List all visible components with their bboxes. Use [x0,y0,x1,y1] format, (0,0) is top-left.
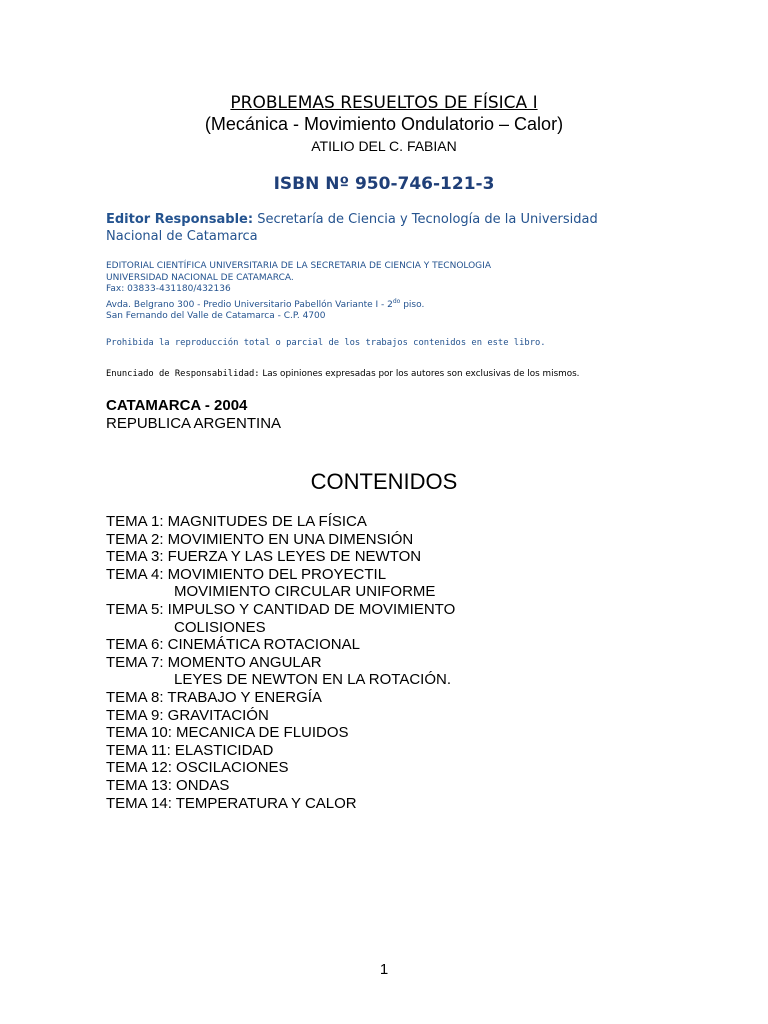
address-text: Avda. Belgrano 300 - Predio Universitario Pabellón Variante I - 2 [106,299,393,310]
editor-label: Editor Responsable: [106,212,254,227]
city-year: CATAMARCA - 2004 [106,397,248,414]
address-suffix: piso. [400,299,425,310]
editorial-line: San Fernando del Valle de Catamarca - C.P. 4700 [106,311,326,321]
toc-item: TEMA 4: MOVIMIENTO DEL PROYECTIL [106,565,387,583]
toc-item: TEMA 9: GRAVITACIÓN [106,706,269,724]
book-author: ATILIO DEL C. FABIAN [311,138,457,154]
toc-item: TEMA 6: CINEMÁTICA ROTACIONAL [106,636,360,654]
editorial-line: UNIVERSIDAD NACIONAL DE CATAMARCA. [106,272,294,283]
toc-item: TEMA 5: IMPULSO Y CANTIDAD DE MOVIMIENTO [106,600,456,618]
toc-continuation: COLISIONES [174,618,266,636]
toc-item: TEMA 14: TEMPERATURA Y CALOR [106,794,357,812]
toc-continuation: LEYES DE NEWTON EN LA ROTACIÓN. [174,671,452,689]
book-subtitle: (Mecánica - Movimiento Ondulatorio – Calor) [204,114,564,134]
toc-item: TEMA 8: TRABAJO Y ENERGÍA [106,688,322,706]
country: REPUBLICA ARGENTINA [106,415,282,432]
toc-item: TEMA 1: MAGNITUDES DE LA FÍSICA [106,513,367,530]
editorial-block [106,261,491,323]
toc-item: TEMA 11: ELASTICIDAD [106,741,274,759]
responsibility-text: Las opiniones expresadas por los autores son exclusivas de los mismos. [259,369,580,379]
editorial-line: Fax: 03833-431180/432136 [106,284,231,294]
editor-line-1 [106,211,598,228]
editorial-line: EDITORIAL CIENTÍFICA UNIVERSITARIA DE LA SECRETARIA DE CIENCIA Y TECNOLOGIA [106,261,491,271]
contents-heading: CONTENIDOS [310,469,458,494]
editorial-line [106,296,491,312]
toc-item: TEMA 12: OSCILACIONES [106,759,289,777]
editor-text-1: Secretaría de Ciencia y Tecnología de la Universidad [253,212,598,227]
toc-item: TEMA 13: ONDAS [106,776,230,794]
book-title: PROBLEMAS RESUELTOS DE FÍSICA I [230,93,538,113]
toc-item: TEMA 2: MOVIMIENTO EN UNA DIMENSIÓN [106,530,414,548]
prohibition-notice: Prohibida la reproducción total o parcial de los trabajos contenidos en este libro. [106,338,546,348]
toc-item: TEMA 3: FUERZA Y LAS LEYES DE NEWTON [106,548,422,566]
responsibility-label: Enunciado de Responsabilidad: [106,369,260,379]
responsibility-notice [106,369,579,379]
toc-continuation: MOVIMIENTO CIRCULAR UNIFORME [174,583,436,601]
table-of-contents [106,513,455,812]
floor-ordinal: do [392,297,401,305]
isbn: ISBN Nº 950-746-121-3 [273,174,495,194]
editor-text-2: Nacional de Catamarca [106,229,258,244]
toc-item: TEMA 10: MECANICA DE FLUIDOS [106,724,349,742]
toc-item: TEMA 7: MOMENTO ANGULAR [106,653,322,671]
editor-block [106,211,598,245]
page-number: 1 [379,961,389,978]
